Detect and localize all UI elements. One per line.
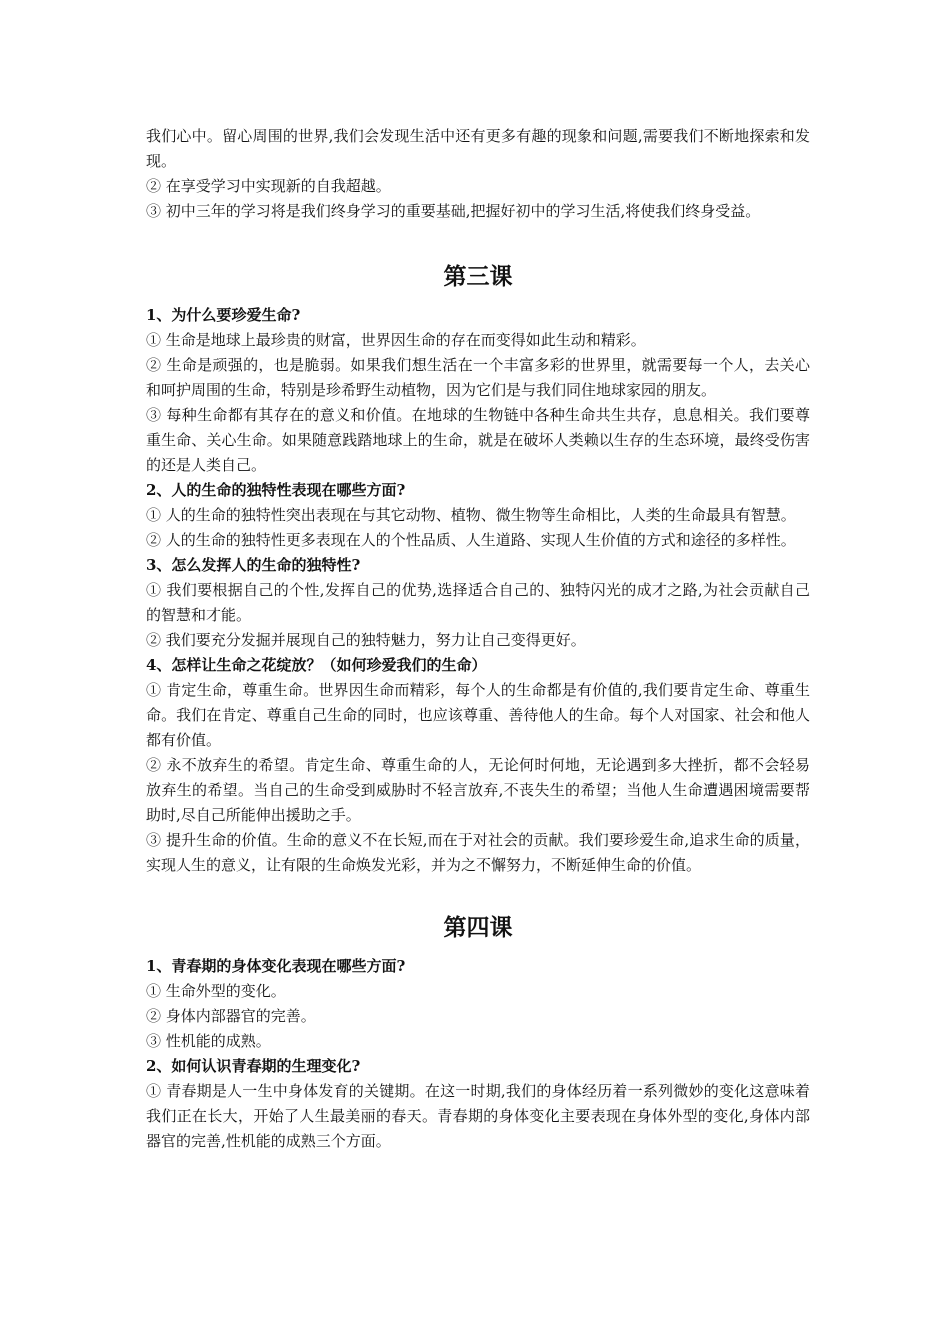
answer-paragraph: ① 青春期是人一生中身体发育的关键期。在这一时期,我们的身体经历着一系列微妙的变化这意味着我们正在长大，开始了人生最美丽的春天。青春期的身体变化主要表现在身体外型的变化,身体内部器官的完善,性机能的成熟三个方面。: [146, 1082, 810, 1150]
answer-paragraph: ② 我们要充分发掘并展现自己的独特魅力，努力让自己变得更好。: [146, 631, 586, 649]
question-heading: 4、怎样让生命之花绽放？（如何珍爱我们的生命）: [146, 656, 487, 674]
question-heading: 1、青春期的身体变化表现在哪些方面?: [146, 957, 406, 975]
question-heading: 1、为什么要珍爱生命?: [146, 306, 301, 324]
answer-paragraph: ① 生命外型的变化。: [146, 982, 286, 1000]
answer-paragraph: ③ 性机能的成熟。: [146, 1032, 271, 1050]
answer-paragraph: ③ 每种生命都有其存在的意义和价值。在地球的生物链中各种生命共生共存，息息相关。我们要尊重生命、关心生命。如果随意践踏地球上的生命，就是在破坏人类赖以生存的生态环境，最终受伤害的还是人类自己。: [146, 406, 810, 474]
answer-paragraph: ② 人的生命的独特性更多表现在人的个性品质、人生道路、实现人生价值的方式和途径的多样性。: [146, 531, 796, 549]
lesson-4-title: 第四课: [443, 914, 513, 941]
answer-paragraph: ② 身体内部器官的完善。: [146, 1007, 316, 1025]
answer-paragraph: ① 肯定生命，尊重生命。世界因生命而精彩，每个人的生命都是有价值的,我们要肯定生命、尊重生命。我们在肯定、尊重自己生命的同时，也应该尊重、善待他人的生命。每个人对国家、社会和他人都有价值。: [146, 681, 810, 749]
intro-paragraph: 我们心中。留心周围的世界,我们会发现生活中还有更多有趣的现象和问题,需要我们不断地探索和发现。: [146, 127, 810, 170]
intro-paragraph: ② 在享受学习中实现新的自我超越。: [146, 177, 391, 195]
question-heading: 2、人的生命的独特性表现在哪些方面?: [146, 481, 406, 499]
answer-paragraph: ① 生命是地球上最珍贵的财富，世界因生命的存在而变得如此生动和精彩。: [146, 331, 646, 349]
answer-paragraph: ② 生命是顽强的，也是脆弱。如果我们想生活在一个丰富多彩的世界里，就需要每一个人，去关心和呵护周围的生命，特别是珍希野生动植物，因为它们是与我们同住地球家园的朋友。: [146, 356, 810, 399]
answer-paragraph: ② 永不放弃生的希望。肯定生命、尊重生命的人，无论何时何地，无论遇到多大挫折，都不会轻易放弃生的希望。当自己的生命受到威胁时不轻言放弃,不丧失生的希望；当他人生命遭遇困境需要帮助时,尽自己所能伸出援助之手。: [146, 756, 810, 824]
question-heading: 2、如何认识青春期的生理变化?: [146, 1057, 361, 1075]
answer-paragraph: ① 人的生命的独特性突出表现在与其它动物、植物、微生物等生命相比，人类的生命最具有智慧。: [146, 506, 796, 524]
question-heading: 3、怎么发挥人的生命的独特性?: [146, 556, 361, 574]
answer-paragraph: ③ 提升生命的价值。生命的意义不在长短,而在于对社会的贡献。我们要珍爱生命,追求生命的质量，实现人生的意义，让有限的生命焕发光彩，并为之不懈努力，不断延伸生命的价值。: [146, 831, 810, 874]
lesson-3-title: 第三课: [443, 263, 513, 290]
document-page: [146, 124, 810, 1154]
answer-paragraph: ① 我们要根据自己的个性,发挥自己的优势,选择适合自己的、独特闪光的成才之路,为社会贡献自己的智慧和才能。: [146, 581, 810, 624]
intro-paragraph: ③ 初中三年的学习将是我们终身学习的重要基础,把握好初中的学习生活,将使我们终身受益。: [146, 202, 761, 220]
